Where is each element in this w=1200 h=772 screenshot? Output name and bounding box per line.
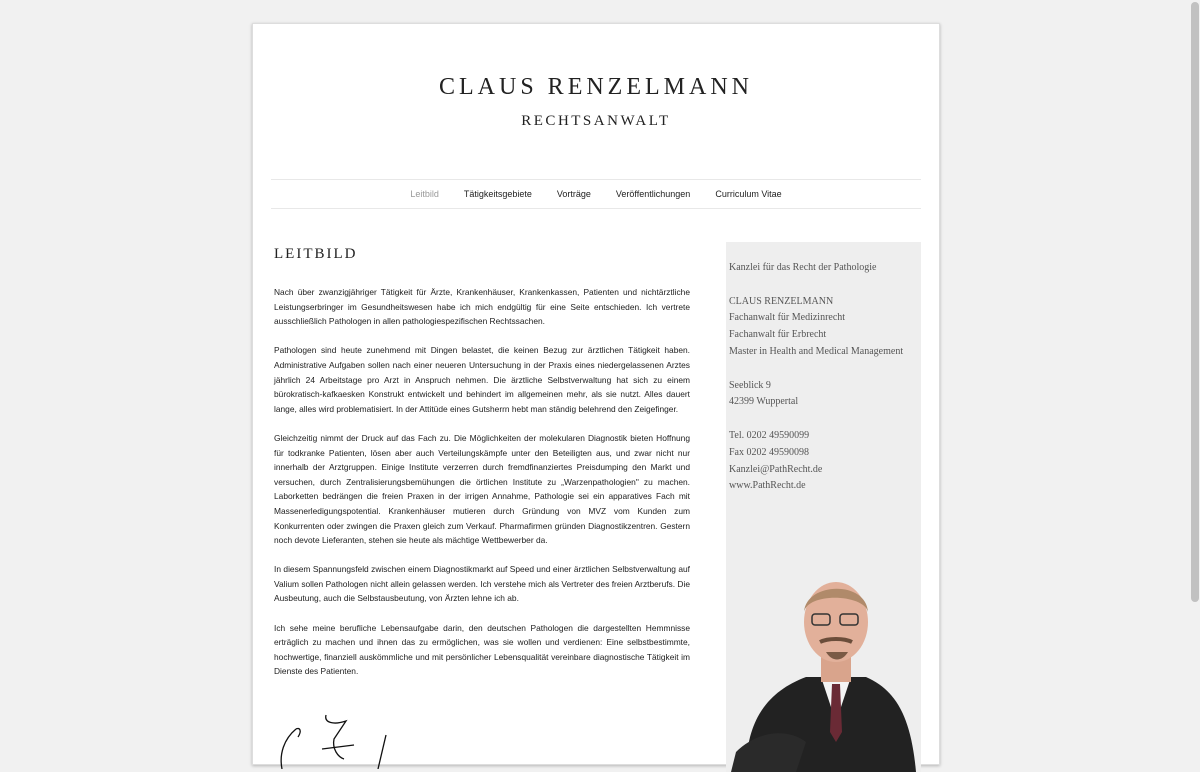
scrollbar-thumb[interactable] xyxy=(1191,2,1199,602)
main-nav xyxy=(271,179,921,209)
paragraph: In diesem Spannungsfeld zwischen einem Diagnostikmarkt auf Speed und einer ärztlichen Selbstverwaltung auf Valium sollen Pathologen nicht allein gelassen werden. Ich verstehe mich als Vertreter des freien Arztberufs. Die Ausbeutung, auch die Selbstausbeutung, von Ärzten lehne ich ab. xyxy=(274,564,690,604)
scrollbar[interactable] xyxy=(1190,0,1200,750)
paragraph: Pathologen sind heute zunehmend mit Dingen belastet, die keinen Bezug zur ärztlichen Tätigkeit haben. Administrative Aufgaben sollen nach einer neueren Untersuchung in der Praxis eines niedergelassenen Arztes jährlich 24 Arbeitstage pro Arzt in Anspruch nehmen. Die ärztliche Selbstverwaltung hat sich zu einem bürokratisch-kafkaesken Konstrukt entwickelt und behindert im allgemeinen mehr, als sie nutzt. Alles dauert lange, alles wird problematisiert. In der Attitüde eines Gutsherrn hebt man ständig belehrend den Zeigefinger. xyxy=(274,345,690,414)
site-subtitle: RECHTSANWALT xyxy=(521,113,671,129)
address-street: Seeblick 9 xyxy=(729,379,771,391)
email-link[interactable]: Kanzlei@PathRecht.de xyxy=(729,463,823,475)
paragraph: Ich sehe meine berufliche Lebensaufgabe darin, den deutschen Pathologen die dargestellten Hemmnisse erträglich zu machen und ihnen das zu ermöglichen, was sie wollen und verdienen: Eine selbstbestimmte, hochwertige, finanziell auskömmliche und mit persönlicher Lebensqualität vereinbare diagnostische Tätigkeit im Dienste des Patienten. xyxy=(274,622,690,677)
portrait-photo xyxy=(726,542,921,772)
site-header[interactable] xyxy=(253,74,939,130)
sidebar-name: CLAUS RENZELMANN xyxy=(729,295,834,307)
nav-curriculum-vitae[interactable]: Curriculum Vitae xyxy=(715,189,782,199)
site-title[interactable]: CLAUS RENZELMANN xyxy=(439,74,753,100)
page-container xyxy=(252,23,940,765)
nav-leitbild[interactable]: Leitbild xyxy=(410,189,439,199)
paragraph: Gleichzeitig nimmt der Druck auf das Fach zu. Die Möglichkeiten der molekularen Diagnostik bieten Hoffnung für todkranke Patienten, lösen aber auch Verteilungskämpfe unter den Beteiligten aus, und zwar nicht nur innerhalb der Arztgruppen. Einige Institute verzerren durch fremdfinanziertes Preisdumping den Markt und versuchen, durch Zentralisierungsbemühungen die örtlichen Institute zu „Warzenpathologien" zu machen. Laborketten bedrängen die freien Praxen in der irrigen Annahme, Pathologie sei ein apparatives Fach mit Massenerledigungspotential. Krankenhäuser mutieren durch Gründung von MVZ vom Kunden zum Konkurrenten oder zwingen die Praxen gleich zum Verkauf. Pharmafirmen gründen Diagnostikzentren. Gestern noch devote Lieferanten, stehen sie heute als mächtige Wettbewerber da. xyxy=(274,432,690,546)
sidebar-title: Master in Health and Medical Management xyxy=(729,345,904,357)
sidebar xyxy=(726,242,921,772)
fax: Fax 0202 49590098 xyxy=(729,446,809,458)
nav-veroeffentlichungen[interactable]: Veröffentlichungen xyxy=(615,189,691,199)
paragraph: Nach über zwanzigjähriger Tätigkeit für Ärzte, Krankenhäuser, Krankenkassen, Patienten und nichtärztliche Leistungserbringer im Gesundheitswesen habe ich mich endgültig für eine Seite entschieden. Ich vertrete ausschließlich Pathologen in allen pathologiespezifischen Rechtssachen. xyxy=(274,287,690,327)
sidebar-title: Fachanwalt für Erbrecht xyxy=(729,329,827,341)
nav-vortraege[interactable]: Vorträge xyxy=(556,189,591,199)
page-title: LEITBILD xyxy=(274,246,358,262)
website-link[interactable]: www.PathRecht.de xyxy=(729,480,806,492)
address-city: 42399 Wuppertal xyxy=(729,396,799,408)
main-content xyxy=(274,246,690,694)
signature-image xyxy=(274,709,424,769)
phone: Tel. 0202 49590099 xyxy=(729,429,810,441)
nav-taetigkeitsgebiete[interactable]: Tätigkeitsgebiete xyxy=(463,189,532,199)
sidebar-title: Fachanwalt für Medizinrecht xyxy=(729,312,846,324)
sidebar-tagline: Kanzlei für das Recht der Pathologie xyxy=(729,262,877,273)
